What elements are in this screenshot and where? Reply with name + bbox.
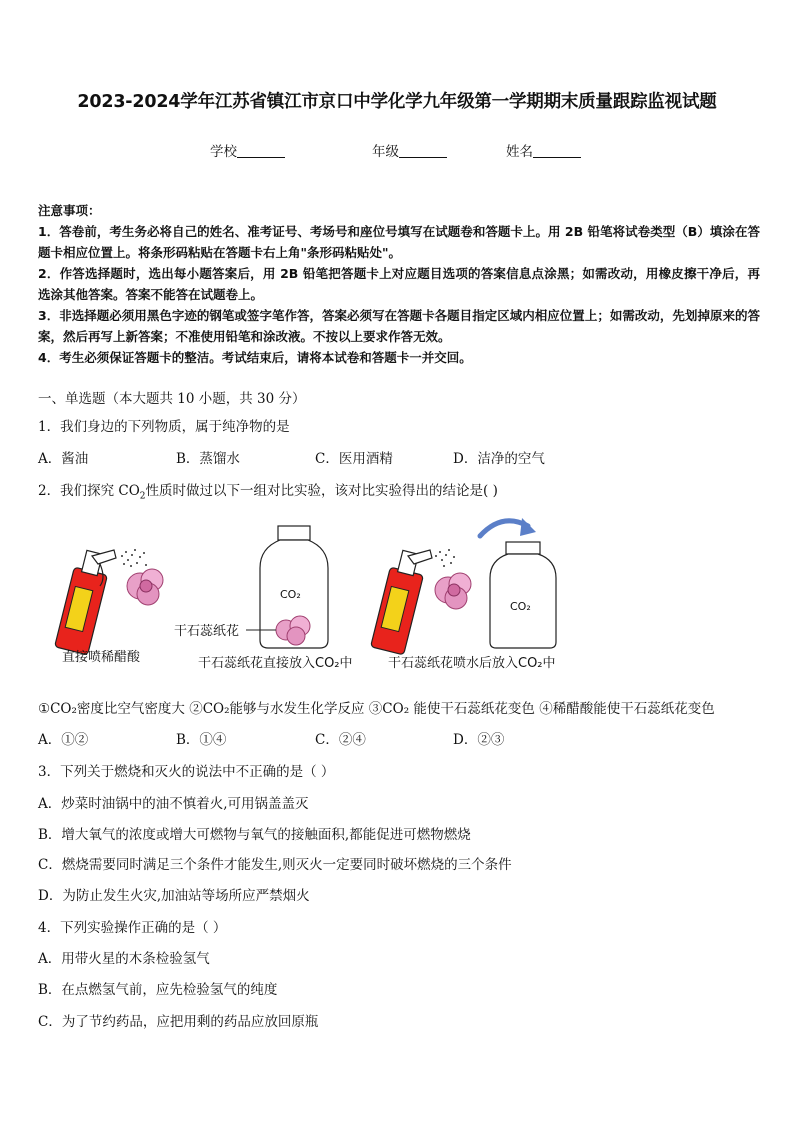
- q3-option-a[interactable]: A．炒菜时油锅中的油不慎着火,可用锅盖盖灭: [38, 796, 309, 812]
- spray-mist-1: [121, 549, 147, 567]
- q1-option-d[interactable]: D．洁净的空气: [453, 451, 545, 467]
- q4-stem: 4．下列实验操作正确的是（ ）: [38, 920, 227, 936]
- jar-2-co2: CO₂: [510, 600, 531, 613]
- jar-1-co2: CO₂: [280, 588, 301, 601]
- note-item-4: 4．考生必须保证答题卡的整洁。考试结束后，请将本试卷和答题卡一并交回。: [38, 350, 472, 365]
- q2-stem: [38, 479, 498, 502]
- exam-title: 2023-2024学年江苏省镇江市京口中学化学九年级第一学期期末质量跟踪监视试题: [77, 92, 717, 112]
- q2-stem-sub: 2: [139, 491, 146, 502]
- label-direct-co2: 干石蕊纸花直接放入CO₂中: [198, 656, 353, 671]
- q4-option-c[interactable]: C．为了节约药品，应把用剩的药品应放回原瓶: [38, 1014, 319, 1030]
- school-label: 学校: [210, 144, 237, 160]
- flower-1: [127, 569, 163, 605]
- note-item-1: 1．答卷前，考生务必将自己的姓名、准考证号、考场号和座位号填写在试题卷和答题卡上。用 2B 铅笔将试卷类型（B）填涂在答题卡相应位置上。将条形码粘贴在答题卡右上角"条形码粘贴处"。: [38, 224, 760, 260]
- q3-option-c[interactable]: C．燃烧需要同时满足三个条件才能发生,则灭火一定要同时破坏燃烧的三个条件: [38, 857, 512, 873]
- notes-block: [38, 200, 760, 368]
- note-item-2: 2．作答选择题时，选出每小题答案后，用 2B 铅笔把答题卡上对应题目选项的答案信息点涂黑；如需改动，用橡皮擦干净后，再选涂其他答案。答案不能答在试题卷上。: [38, 266, 760, 302]
- label-spray-vinegar: 直接喷稀醋酸: [62, 650, 141, 665]
- q3-stem: 3．下列关于燃烧和灭火的说法中不正确的是（ ）: [38, 764, 335, 780]
- label-wet-co2: 干石蕊纸花喷水后放入CO₂中: [388, 656, 556, 671]
- school-field: [210, 140, 285, 160]
- name-field: [506, 140, 581, 160]
- label-flower: 干石蕊纸花: [174, 624, 240, 639]
- grade-blank[interactable]: [399, 143, 447, 158]
- spray-mist-2: [435, 549, 455, 567]
- flower-2: [435, 573, 471, 609]
- q2-figure: [40, 508, 600, 678]
- q2-stem-a: 2．我们探究 CO: [38, 483, 140, 499]
- arrow-head-icon: [520, 518, 536, 536]
- grade-label: 年级: [372, 144, 399, 160]
- q1-stem: 1．我们身边的下列物质，属于纯净物的是: [38, 419, 290, 435]
- jar-2: [490, 542, 556, 648]
- q4-option-a[interactable]: A．用带火星的木条检验氢气: [38, 951, 210, 967]
- q1-option-a[interactable]: A．酱油: [38, 451, 89, 467]
- grade-field: [372, 140, 447, 160]
- name-label: 姓名: [506, 144, 533, 160]
- q2-statements: ①CO₂密度比空气密度大 ②CO₂能够与水发生化学反应 ③CO₂ 能使干石蕊纸花变色 ④稀醋酸能使干石蕊纸花变色: [38, 701, 715, 717]
- q2-option-d[interactable]: D．②③: [453, 732, 505, 748]
- name-blank[interactable]: [533, 143, 581, 158]
- spray-bottle-1: [55, 550, 116, 655]
- note-item-3: 3．非选择题必须用黑色字迹的钢笔或签字笔作答，答案必须写在答题卡各题目指定区域内相应位置上；如需改动，先划掉原来的答案，然后再写上新答案；不准使用铅笔和涂改液。不按以上要求作答无效。: [38, 308, 760, 344]
- q1-option-b[interactable]: B．蒸馏水: [176, 451, 240, 467]
- school-blank[interactable]: [237, 143, 285, 158]
- q1-option-c[interactable]: C．医用酒精: [315, 451, 393, 467]
- section-heading: 一、单选题（本大题共 10 小题，共 30 分）: [38, 391, 306, 407]
- q2-option-b[interactable]: B．①④: [176, 732, 227, 748]
- q3-option-b[interactable]: B．增大氧气的浓度或增大可燃物与氧气的接触面积,都能促进可燃物燃烧: [38, 827, 471, 843]
- q2-stem-b: 性质时做过以下一组对比实验，该对比实验得出的结论是( ): [145, 483, 498, 499]
- spray-bottle-2: [371, 550, 432, 655]
- q2-option-c[interactable]: C．②④: [315, 732, 366, 748]
- q2-option-a[interactable]: A．①②: [38, 732, 89, 748]
- notes-heading: 注意事项：: [38, 203, 101, 218]
- q3-option-d[interactable]: D．为防止发生火灾,加油站等场所应严禁烟火: [38, 888, 310, 904]
- q4-option-b[interactable]: B．在点燃氢气前，应先检验氢气的纯度: [38, 982, 278, 998]
